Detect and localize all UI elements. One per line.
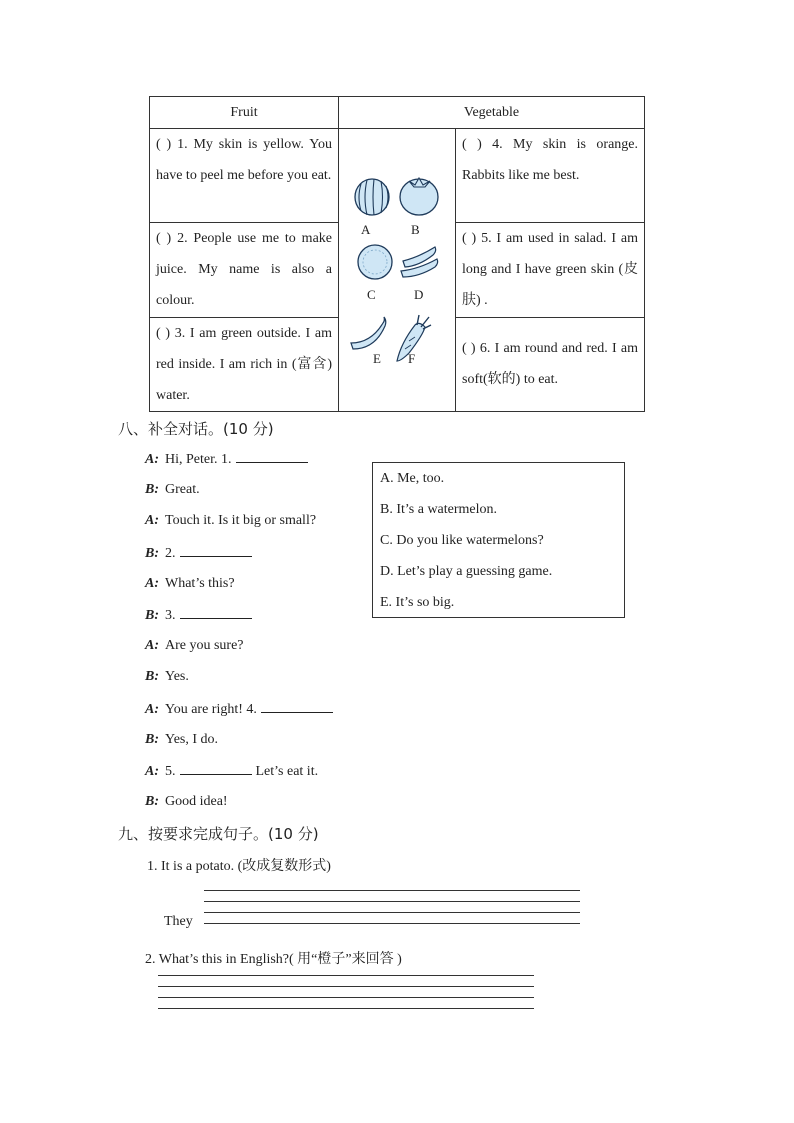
speaker-label: A: [145, 701, 159, 717]
cucumber-icon [401, 247, 438, 277]
speaker-label: B: [145, 482, 159, 498]
answer-line[interactable] [204, 923, 580, 924]
question-3: ( ) 3. I am green outside. I am red inside. I am rich in (富含) water. [156, 325, 332, 403]
speaker-label: A: [145, 513, 159, 529]
banana-icon [351, 317, 386, 349]
question-6 [456, 318, 644, 411]
dialogue-line [145, 635, 244, 657]
dialogue-text: Hi, Peter. 1. [165, 452, 232, 467]
label-b: B [411, 222, 420, 237]
section-9-title: 九、按要求完成句子。(10 分) [118, 825, 319, 843]
speaker-label: A: [145, 764, 159, 779]
dialogue-text: Yes. [165, 669, 189, 685]
option-b: B. It’s a watermelon. [380, 502, 498, 517]
dialogue-line [145, 791, 228, 813]
watermelon-icon [355, 179, 389, 215]
orange-icon [358, 245, 392, 279]
dialogue-text: Yes, I do. [165, 731, 219, 747]
option-c: C. Do you like watermelons? [380, 533, 544, 548]
dialogue-text: 2. [165, 545, 176, 561]
question-1: ( ) 1. My skin is yellow. You have to peel me before you eat. [156, 137, 332, 183]
question-2: ( ) 2. People use me to make juice. My name is also a colour. [156, 231, 332, 309]
speaker-label: B: [145, 545, 159, 561]
speaker-label: B: [145, 669, 159, 685]
answer-blank[interactable] [180, 604, 252, 619]
picture-panel [339, 129, 455, 411]
answer-line[interactable] [204, 890, 580, 891]
produce-pictures [339, 129, 456, 411]
dialogue-text: Touch it. Is it big or small? [165, 513, 317, 529]
label-d: D [414, 287, 424, 302]
fruit-vegetable-table [149, 96, 645, 412]
dialogue-line [145, 760, 318, 782]
question-5: ( ) 5. I am used in salad. I am long and I have green skin (皮肤) . [462, 231, 639, 309]
speaker-label: A: [145, 638, 159, 654]
answer-line[interactable] [158, 986, 534, 987]
answer-blank[interactable] [180, 542, 252, 557]
section-8-title: 八、补全对话。(10 分) [118, 420, 274, 438]
section-9-question-2: 2. What’s this in English?( 用“橙子”来回答 ) [145, 952, 402, 967]
header-vegetable: Vegetable [339, 97, 645, 129]
question-4: ( ) 4. My skin is orange. Rabbits like me best. [462, 137, 639, 183]
dialogue-line [145, 573, 235, 595]
answer-line[interactable] [158, 997, 534, 998]
dialogue-text: What’s this? [165, 575, 235, 591]
dialogue-line [145, 448, 312, 470]
dialogue-line [145, 698, 337, 720]
speaker-label: A: [145, 575, 159, 591]
speaker-label: B: [145, 608, 159, 623]
dialogue-line [145, 542, 256, 564]
dialogue-text: Great. [165, 482, 200, 498]
answer-blank[interactable] [236, 448, 308, 463]
answer-line[interactable] [204, 912, 580, 913]
dialogue-text: Good idea! [165, 794, 228, 810]
answer-blank[interactable] [261, 698, 333, 713]
answer-line[interactable] [158, 975, 534, 976]
dialogue-line [145, 604, 256, 626]
answer-prefix-they: They [164, 914, 193, 929]
tomato-icon [400, 178, 438, 215]
answer-line[interactable] [204, 901, 580, 902]
dialogue-line [145, 479, 200, 501]
dialogue-line [145, 729, 218, 751]
dialogue-text: 3. [165, 608, 176, 623]
label-f: F [408, 351, 416, 366]
dialogue-line [145, 510, 316, 532]
option-e: E. It’s so big. [380, 595, 455, 610]
dialogue-text-after: Let’s eat it. [255, 764, 319, 779]
options-box [372, 462, 625, 618]
question-6-text: ( ) 6. I am round and red. I am soft(软的) to eat. [462, 341, 639, 388]
answer-blank[interactable] [180, 760, 252, 775]
speaker-label: B: [145, 731, 159, 747]
label-a: A [361, 222, 371, 237]
dialogue-line [145, 666, 189, 688]
dialogue-text: Are you sure? [165, 638, 244, 654]
speaker-label: B: [145, 794, 159, 810]
label-e: E [373, 351, 381, 366]
answer-line[interactable] [158, 1008, 534, 1009]
header-fruit: Fruit [150, 97, 339, 129]
option-a: A. Me, too. [380, 471, 445, 486]
dialogue-text: 5. [165, 764, 176, 779]
dialogue-text: You are right! 4. [165, 701, 257, 717]
speaker-label: A: [145, 452, 159, 467]
label-c: C [367, 287, 376, 302]
option-d: D. Let’s play a guessing game. [380, 564, 553, 579]
section-9-question-1: 1. It is a potato. (改成复数形式) [147, 859, 331, 874]
